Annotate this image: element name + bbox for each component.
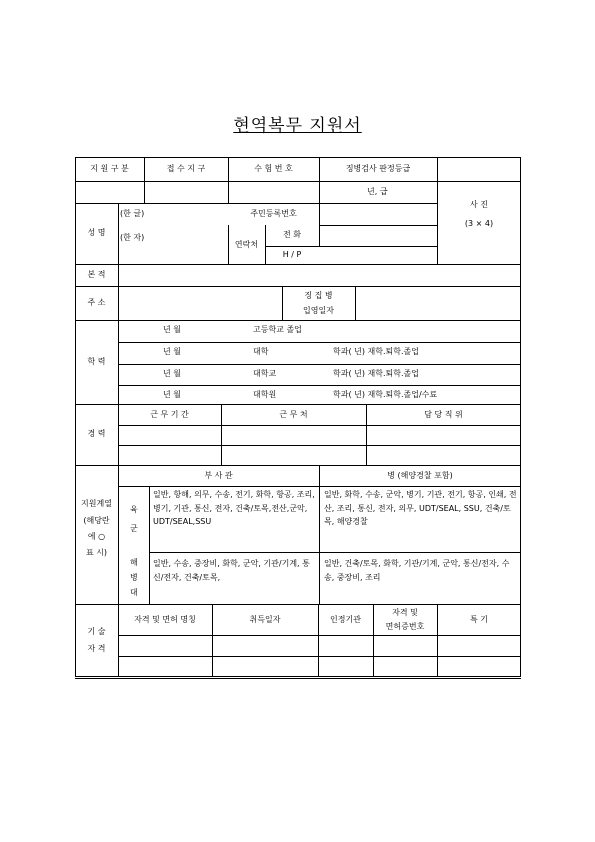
name-hanja-label: (한 자) [120, 233, 145, 242]
army-label-2: 군 [130, 524, 138, 533]
career-col-position: 담 당 직 위 [424, 410, 463, 419]
license-label-1: 기 술 [87, 627, 106, 636]
hp-field[interactable] [320, 247, 436, 263]
edu-school-4: 대학원 [253, 390, 277, 399]
photo-label: 사 진 [470, 200, 488, 209]
edu-ym-1: 년 월 [163, 325, 181, 334]
license-col-number-2: 면허증번호 [385, 622, 425, 631]
phone-label: 전 화 [283, 230, 301, 239]
hp-label: H / P [282, 250, 302, 259]
enlistment-date-label: 입영일자 [303, 306, 334, 315]
name-hangul-label: (한 글) [120, 209, 145, 218]
receipt-area-label: 접 수 지 구 [166, 164, 206, 173]
license-label-2: 자 격 [87, 644, 106, 653]
address-field[interactable] [119, 287, 281, 319]
exam-number-label: 수 험 번 호 [254, 164, 293, 173]
license-col-date: 취득일자 [249, 615, 281, 624]
license-col-number-1: 자격 및 [392, 608, 418, 617]
year-grade-text: 년, 급 [367, 187, 388, 196]
army-soldier-options[interactable]: 일반, 화학, 수송, 군악, 병기, 기관, 전기, 항공, 인쇄, 전산, 조리, 통신, 전자, 의무, UDT/SEAL, SSU, 건축/토목, 해양경찰 [324, 490, 517, 526]
soldier-header: 병 (해양경찰 포함) [387, 471, 453, 480]
phone-field[interactable] [320, 226, 436, 245]
photo-box[interactable] [438, 182, 520, 263]
bottom-rule [75, 678, 521, 679]
hometown-field[interactable] [119, 265, 520, 285]
name-label: 성 명 [87, 228, 106, 237]
license-col-name: 자격 및 면허 명칭 [134, 615, 196, 624]
conscription-label: 징 집 병 [304, 291, 333, 300]
license-col-org: 인정기관 [330, 615, 361, 624]
branch-note-3: 표 시) [85, 548, 108, 557]
edu-school-1: 고등학교 졸업 [253, 325, 302, 334]
contact-label: 연락처 [234, 240, 259, 249]
career-col-workplace: 근 무 처 [279, 410, 308, 419]
edu-school-3: 대학교 [253, 369, 277, 378]
career-rows[interactable] [119, 426, 520, 464]
hometown-label: 본 적 [87, 270, 106, 279]
edu-ym-3: 년 월 [163, 369, 181, 378]
navy-soldier-options[interactable]: 일반, 건축/토목, 화학, 기관/기계, 군악, 통신/전자, 수송, 중장비, 조리 [324, 559, 510, 582]
address-label: 주 소 [87, 298, 106, 307]
edu-ym-4: 년 월 [163, 390, 181, 399]
army-label-1: 육 [130, 505, 138, 514]
physical-grade-label: 징병검사 판정등급 [345, 164, 411, 173]
branch-note-2: 에 ○ [87, 532, 106, 541]
edu-status-2: 학과( 년) 재학.퇴학.졸업 [333, 347, 419, 356]
navy-label-2: 병 [130, 573, 138, 582]
edu-status-3: 학과( 년) 재학.퇴학.졸업 [333, 369, 419, 378]
nco-header: 부 사 관 [204, 471, 233, 480]
branch-label: 지원계열 [81, 499, 112, 508]
enlistment-date-field[interactable] [356, 287, 520, 319]
navy-label-1: 해 [130, 558, 138, 567]
photo-size-label: (3 × 4) [464, 219, 494, 228]
army-nco-options[interactable]: 일반, 항해, 의무, 수송, 전기, 화학, 항공, 조리, 병기, 기관, 통신, 전자, 건축/토목,전산,군악, UDT/SEAL,SSU [153, 490, 315, 526]
exam-number-field[interactable] [229, 182, 318, 202]
license-rows[interactable] [119, 636, 520, 676]
resident-number-label: 주민등록번호 [250, 209, 297, 218]
resident-number-field[interactable] [320, 204, 436, 224]
career-label: 경 력 [87, 429, 106, 438]
education-label: 학 력 [87, 357, 106, 366]
page-title: 현역복무 지원서 [233, 116, 362, 136]
edu-status-4: 학과( 년) 재학.퇴학.졸업/수료 [333, 390, 438, 399]
navy-nco-options[interactable]: 일반, 수송, 중장비, 화학, 군악, 기관/기계, 통신/전자, 건축/토목, [153, 559, 310, 582]
apply-type-field[interactable] [76, 182, 143, 202]
edu-ym-2: 년 월 [163, 347, 181, 356]
license-col-note: 특 기 [470, 615, 488, 624]
edu-school-2: 대학 [253, 347, 269, 356]
branch-note-1: (해당란 [83, 516, 110, 525]
apply-type-label: 지 원 구 분 [90, 164, 129, 173]
navy-label-3: 대 [130, 588, 138, 597]
receipt-area-field[interactable] [145, 182, 227, 202]
career-col-period: 근 무 기 간 [150, 410, 189, 419]
